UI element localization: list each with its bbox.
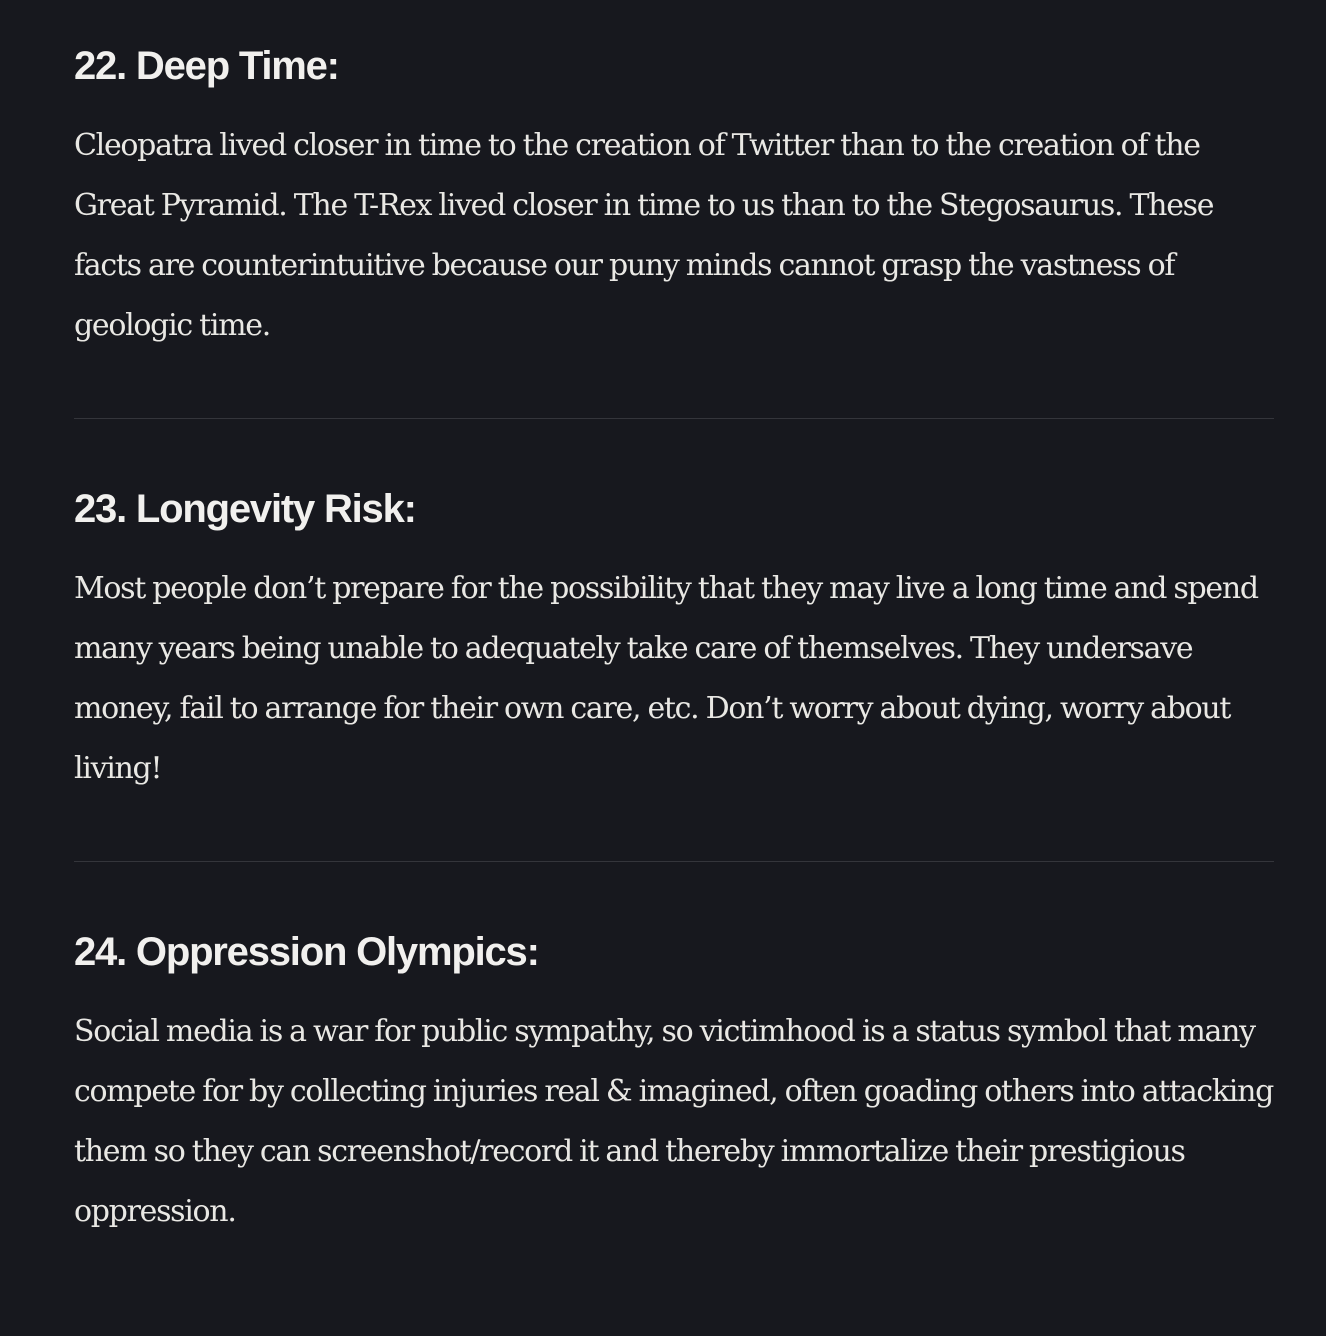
section-heading: 23. Longevity Risk: (74, 487, 416, 531)
section-heading: 24. Oppression Olympics: (74, 930, 539, 974)
section-paragraph: Cleopatra lived closer in time to the creation of Twitter than to the creation of the Great Pyramid. The T-Rex lived closer in time to us than to the Stegosaurus. These facts are counterintuitive because our puny minds cannot grasp the vastness of geologic time. (74, 128, 1214, 343)
section-heading: 22. Deep Time: (74, 44, 339, 88)
section-deep-time (74, 42, 1274, 356)
section-divider (74, 861, 1274, 862)
section-oppression-olympics (74, 928, 1274, 1242)
section-longevity-risk (74, 485, 1274, 799)
section-divider (74, 418, 1274, 419)
section-paragraph: Social media is a war for public sympathy, so victimhood is a status symbol that many compete for by collecting injuries real & imagined, often goading others into attacking them so they can screenshot/record it and thereby immortalize their prestigious oppression. (74, 1014, 1274, 1229)
section-paragraph: Most people don’t prepare for the possibility that they may live a long time and spend many years being unable to adequately take care of themselves. They undersave money, fail to arrange for their own care, etc. Don’t worry about dying, worry about living! (74, 571, 1258, 786)
article-body (74, 0, 1274, 1242)
